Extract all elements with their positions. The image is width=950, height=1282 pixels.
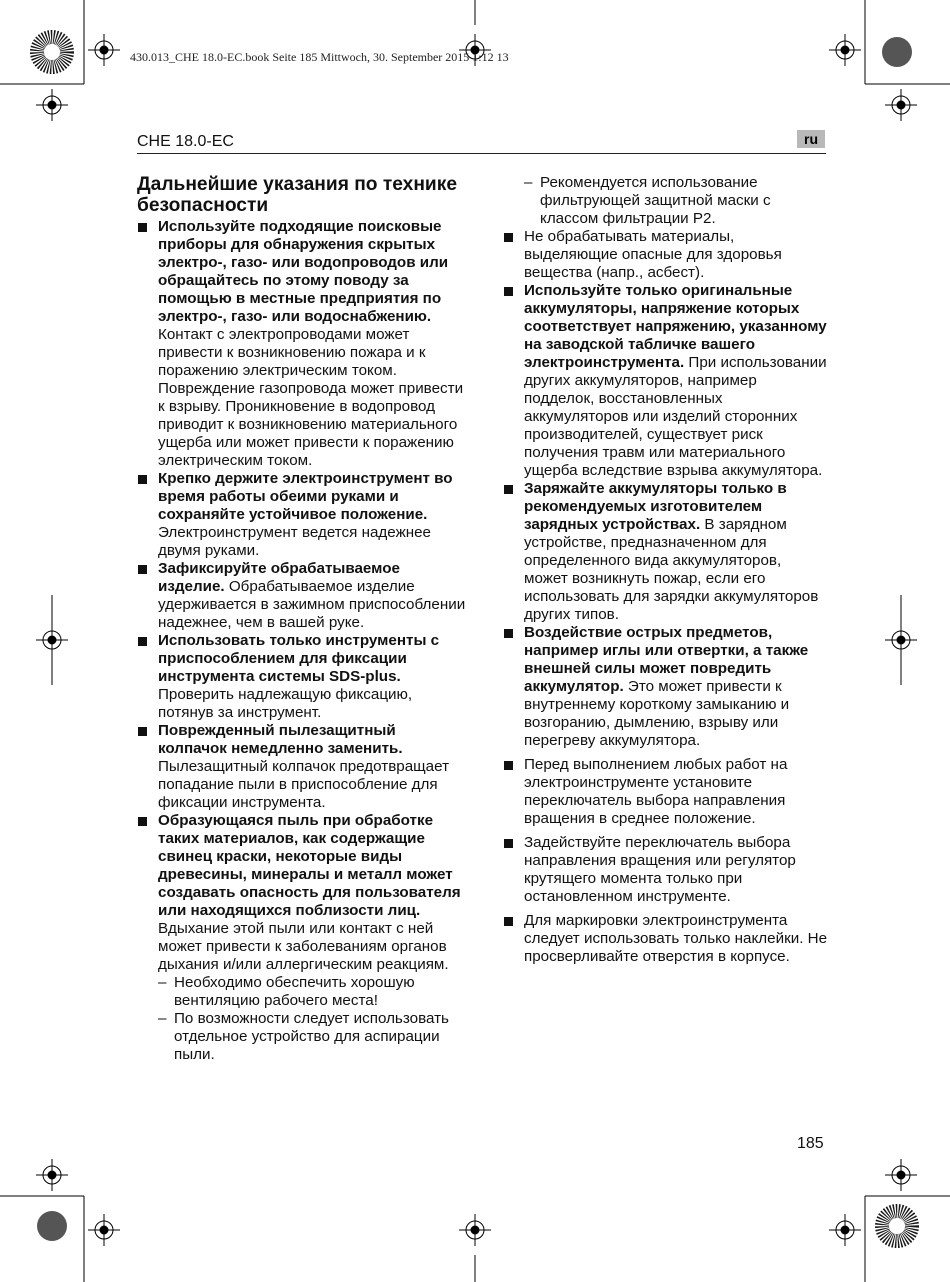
- sub-item-text: По возможности следует использовать отдельное устройство для аспирации пыли.: [174, 1010, 449, 1063]
- square-bullet-icon: [504, 287, 513, 296]
- item-text: Пылезащитный колпачок предотвращает попадание пыли в приспособление для фиксации инструмента.: [158, 758, 450, 811]
- sub-list-item: [137, 974, 467, 1010]
- item-text: Контакт с электропроводами может привести к возникновению пожара и к поражению электрическим током. Повреждение газопровода может привести к взрыву. Проникновение в водопровод приводит к возникновению материального ущерба или может привести к поражению электрическим током.: [158, 326, 464, 469]
- list-item: [503, 480, 828, 624]
- square-bullet-icon: [138, 223, 147, 232]
- item-bold-text: Зафиксируйте обрабатываемое изделие.: [158, 560, 400, 595]
- list-item: [503, 834, 828, 906]
- sub-item-text: Рекомендуется использование фильтрующей защитной маски с классом фильтрации Р2.: [540, 174, 771, 227]
- item-bold-text: Образующаяся пыль при обработке таких материалов, как содержащие свинец краски, некоторые виды древесины, минералы и металл может создавать опасность для пользователя или находящихся поблизости лиц.: [158, 812, 461, 919]
- dash-bullet-icon: –: [158, 1010, 167, 1027]
- item-text: Это может привести к внутреннему короткому замыканию и возгоранию, дымлению, взрыву или перегреву аккумулятора.: [524, 678, 790, 749]
- list-item: [137, 470, 467, 560]
- list-item: [503, 282, 828, 480]
- square-bullet-icon: [504, 917, 513, 926]
- item-text: Электроинструмент ведется надежнее двумя руками.: [158, 524, 432, 559]
- header-rule: [137, 153, 826, 154]
- item-bold-text: Использовать только инструменты с приспособлением для фиксации инструмента системы SDS-plus.: [158, 632, 440, 685]
- sub-list-item: [503, 174, 828, 228]
- item-text: Для маркировки электроинструмента следует использовать только наклейки. Не просверливайте отверстия в корпусе.: [524, 912, 828, 965]
- item-text: Обрабатываемое изделие удерживается в зажимном приспособлении надежнее, чем в вашей руке.: [158, 578, 466, 631]
- square-bullet-icon: [138, 565, 147, 574]
- right-column: [503, 174, 828, 966]
- square-bullet-icon: [138, 637, 147, 646]
- square-bullet-icon: [504, 629, 513, 638]
- item-bold-text: Используйте подходящие поисковые приборы для обнаружения скрытых электро-, газо- или водопроводов или обращайтесь по этому поводу за помощью в местные предприятия по электро-, газо- или водоснабжению.: [158, 218, 449, 325]
- print-slug-line: 430.013_CHE 18.0-EC.book Seite 185 Mittwoch, 30. September 2015 1:12 13: [130, 50, 509, 64]
- running-header-title: CHE 18.0-EC: [137, 133, 234, 150]
- list-item: [503, 912, 828, 966]
- item-text: Не обрабатывать материалы, выделяющие опасные для здоровья вещества (напр., асбест).: [524, 228, 782, 281]
- list-item: [503, 756, 828, 828]
- square-bullet-icon: [138, 817, 147, 826]
- item-bold-text: Поврежденный пылезащитный колпачок немедленно заменить.: [158, 722, 403, 757]
- item-bold-text: Заряжайте аккумуляторы только в рекомендуемых изготовителем зарядных устройствах.: [524, 480, 787, 533]
- section-title: Дальнейшие указания по технике безопасности: [137, 174, 458, 216]
- dash-bullet-icon: –: [158, 974, 167, 991]
- page-number: 185: [797, 1135, 824, 1152]
- square-bullet-icon: [138, 727, 147, 736]
- square-bullet-icon: [138, 475, 147, 484]
- list-item: [137, 632, 467, 722]
- left-column: [137, 174, 467, 1064]
- item-text: При использовании других аккумуляторов, например подделок, восстановленных аккумуляторов или изделий сторонних производителей, существует риск получения травм или материального ущерба вследствие взрыва аккумулятора.: [524, 354, 827, 479]
- item-bold-text: Воздействие острых предметов, например иглы или отвертки, а также внешней силы может повредить аккумулятор.: [524, 624, 809, 695]
- square-bullet-icon: [504, 485, 513, 494]
- list-item: [503, 624, 828, 750]
- list-item: [137, 218, 467, 470]
- sub-list-item: [137, 1010, 467, 1064]
- square-bullet-icon: [504, 233, 513, 242]
- sub-item-text: Необходимо обеспечить хорошую вентиляцию рабочего места!: [174, 974, 415, 1009]
- item-text: В зарядном устройстве, предназначенном для определенного вида аккумуляторов, может возникнуть пожар, если его использовать для зарядки аккумуляторов других типов.: [524, 516, 819, 623]
- dash-bullet-icon: –: [524, 174, 533, 191]
- list-item: [137, 722, 467, 812]
- language-badge: ru: [797, 130, 825, 148]
- list-item: [137, 812, 467, 974]
- item-text: Перед выполнением любых работ на электроинструменте установите переключатель выбора направления вращения в среднее положение.: [524, 756, 788, 827]
- item-text: Вдыхание этой пыли или контакт с ней может привести к заболеваниям органов дыхания и/или аллергическим реакциям.: [158, 920, 449, 973]
- item-bold-text: Используйте только оригинальные аккумуляторы, напряжение которых соответствует напряжению, указанному на заводской табличке вашего электроинструмента.: [524, 282, 827, 371]
- item-text: Проверить надлежащую фиксацию, потянув за инструмент.: [158, 686, 413, 721]
- item-bold-text: Крепко держите электроинструмент во время работы обеими руками и сохраняйте устойчивое положение.: [158, 470, 453, 523]
- item-text: Задействуйте переключатель выбора направления вращения или регулятор крутящего момента только при остановленном инструменте.: [524, 834, 796, 905]
- square-bullet-icon: [504, 839, 513, 848]
- list-item: [137, 560, 467, 632]
- list-item: [503, 228, 828, 282]
- square-bullet-icon: [504, 761, 513, 770]
